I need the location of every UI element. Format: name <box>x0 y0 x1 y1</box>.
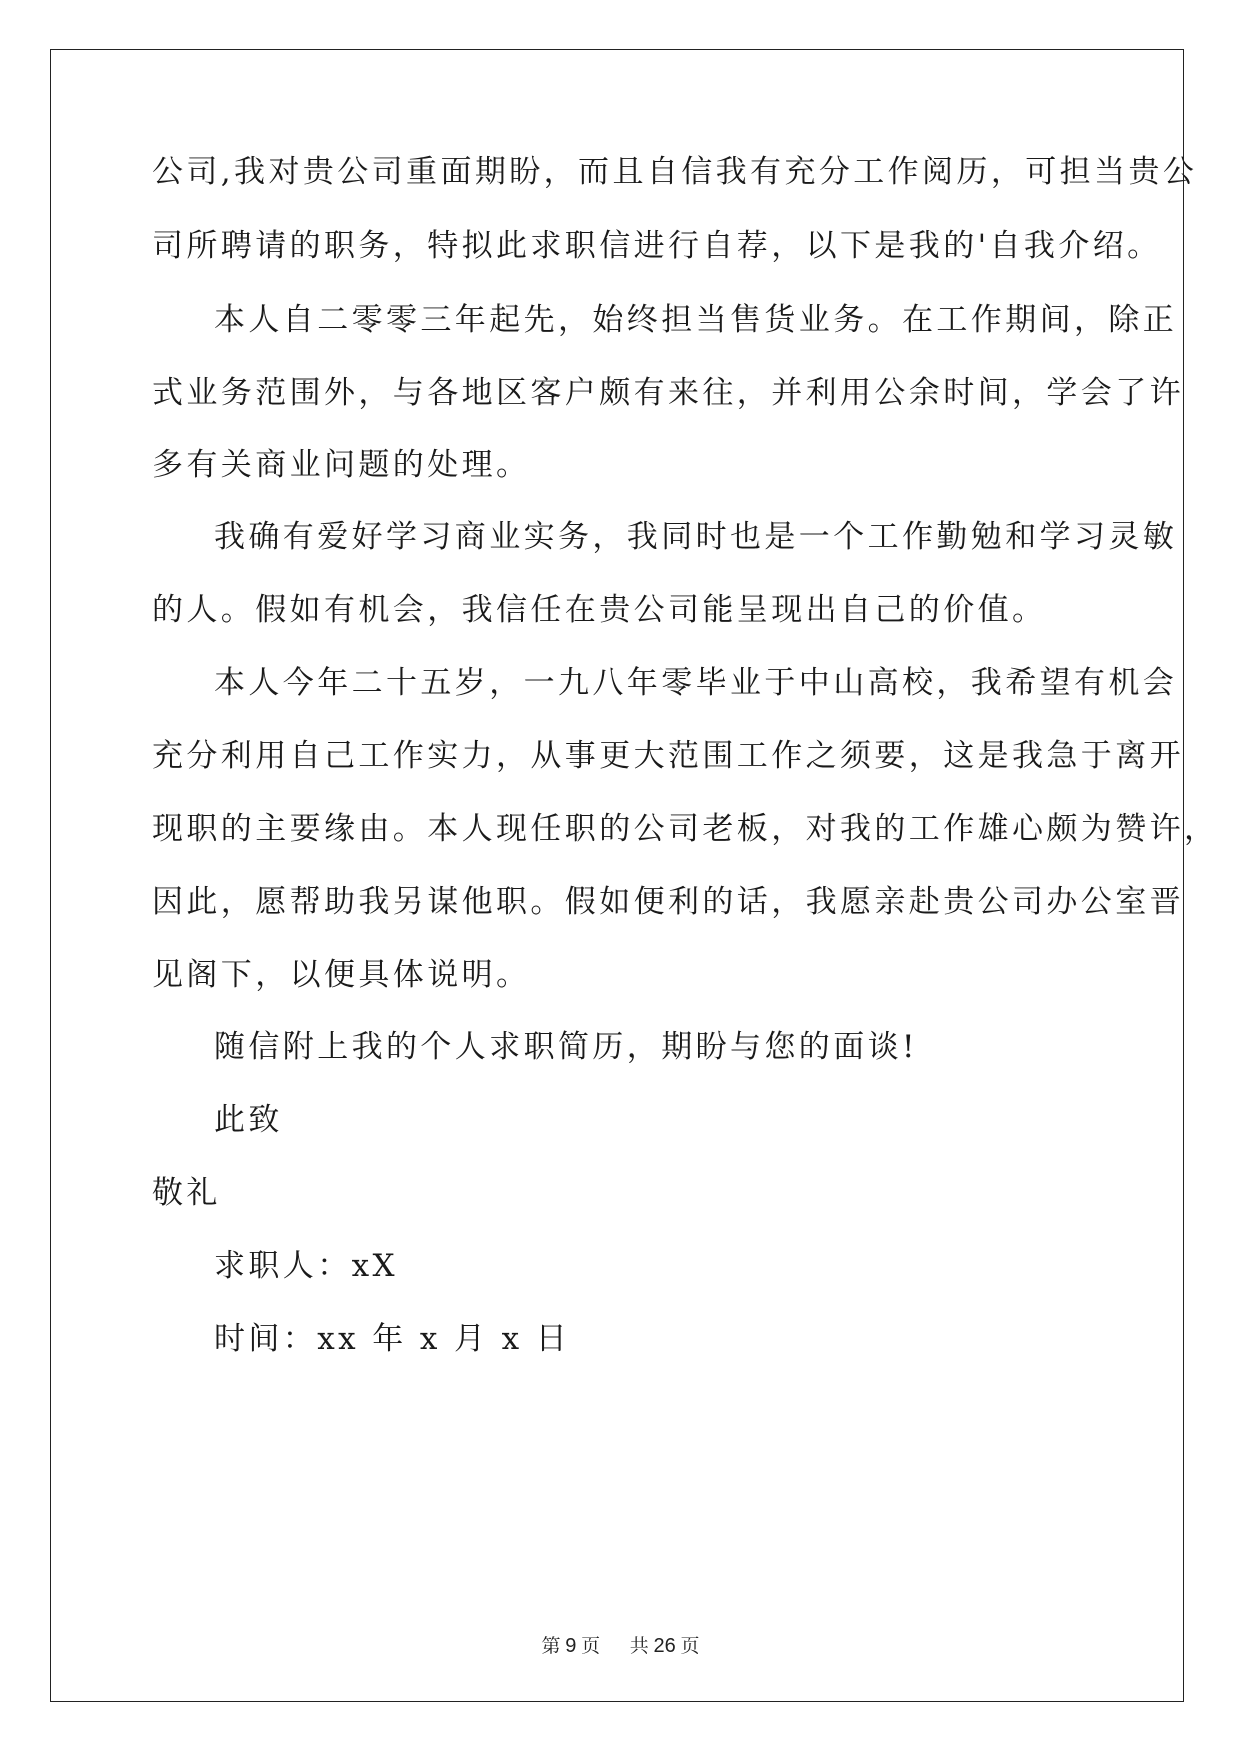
page-footer <box>0 1634 1241 1659</box>
body-line: 式业务范围外，与各地区客户颇有来往，并利用公余时间，学会了许 <box>152 375 1184 411</box>
footer-page-number: 9 <box>565 1635 577 1657</box>
body-line: 见阁下，以便具体说明。 <box>152 957 531 993</box>
footer-page-suffix: 页 <box>581 1636 601 1657</box>
footer-total-pages: 26 <box>653 1635 676 1657</box>
date-line: 时间：xx 年 x 月 x 日 <box>214 1321 571 1357</box>
body-line: 充分利用自己工作实力，从事更大范围工作之须要，这是我急于离开 <box>152 738 1184 774</box>
body-line: 司所聘请的职务，特拟此求职信进行自荐，以下是我的'自我介绍。 <box>152 228 1162 264</box>
footer-prefix: 第 <box>541 1636 561 1657</box>
closing-line: 敬礼 <box>152 1175 221 1211</box>
body-line: 公司,我对贵公司重面期盼，而且自信我有充分工作阅历，可担当贵公 <box>152 154 1198 190</box>
paragraph-start-line: 本人自二零零三年起先，始终担当售货业务。在工作期间，除正 <box>214 302 1178 338</box>
body-line: 现职的主要缘由。本人现任职的公司老板，对我的工作雄心颇为赞许， <box>152 811 1219 847</box>
footer-total-suffix: 页 <box>680 1636 700 1657</box>
salutation-line: 此致 <box>214 1102 283 1138</box>
paragraph-start-line: 随信附上我的个人求职简历，期盼与您的面谈! <box>214 1029 918 1065</box>
paragraph-start-line: 本人今年二十五岁，一九八年零毕业于中山高校，我希望有机会 <box>214 665 1178 701</box>
body-line: 多有关商业问题的处理。 <box>152 447 531 483</box>
page-border <box>50 49 1219 1702</box>
paragraph-start-line: 我确有爱好学习商业实务，我同时也是一个工作勤勉和学习灵敏 <box>214 519 1178 555</box>
body-line: 因此，愿帮助我另谋他职。假如便利的话，我愿亲赴贵公司办公室晋 <box>152 884 1184 920</box>
body-line: 的人。假如有机会，我信任在贵公司能呈现出自己的价值。 <box>152 592 1047 628</box>
applicant-line: 求职人：xX <box>214 1248 398 1284</box>
footer-total-prefix: 共 <box>629 1636 649 1657</box>
